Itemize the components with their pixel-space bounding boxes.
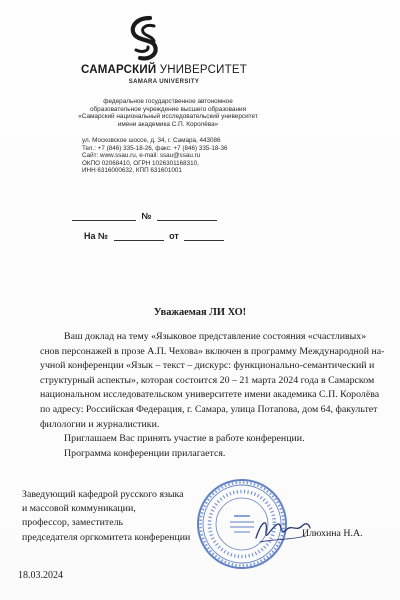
paragraph-line: национальном исследовательском университете имени академика С.П. Королёва (40, 389, 380, 401)
number-blank (157, 210, 217, 221)
paragraph-line: филологии и журналистики. (40, 418, 160, 430)
number-label: № (141, 211, 152, 221)
salutation: Уважаемая ЛИ ХО! (153, 307, 247, 318)
reference-number-label: На № (84, 231, 109, 241)
org-line: образовательное учреждение высшего образования (89, 105, 247, 113)
letter-body (40, 330, 385, 461)
org-line: федеральное государственное автономное (103, 98, 233, 105)
invitation-line: Приглашаем Вас принять участие в работе конференции. (64, 433, 305, 445)
position-line: председателя оргкомитета конференции (22, 531, 191, 543)
attachment-line: Программа конференции прилагается. (64, 447, 226, 459)
contact-line: ул. Московское шоссе, д. 34, г. Самара, 443086 (82, 137, 221, 144)
incoming-reference-line (84, 230, 224, 242)
paragraph-line: по адресу: Российская Федерация, г. Самара, улица Потапова, дом 64, факультет (40, 403, 378, 415)
university-name: САМАРСКИЙ УНИВЕРСИТЕТ (81, 64, 247, 76)
org-line: «Самарский национальный исследовательский университет (78, 113, 258, 121)
position-line: профессор, заместитель (22, 517, 124, 529)
paragraph-line: снов персонажей в прозе А.П. Чехова» включен в программу Международной на- (40, 345, 385, 357)
position-line: Заведующий кафедрой русского языка (22, 489, 184, 500)
date-blank (72, 210, 136, 221)
contact-details (82, 137, 262, 175)
university-name-english: SAMARA UNIVERSITY (128, 79, 200, 85)
from-label: от (169, 231, 179, 241)
signer-position (22, 488, 262, 545)
position-line: и массовой коммуникации, (22, 503, 136, 515)
paragraph-line: структурный аспекты», которая состоится 20 – 21 марта 2024 года в Самарском (40, 374, 375, 386)
contact-line: Тел.: +7 (846) 335-18-26, факс: +7 (846) 335-18-36 (82, 144, 228, 152)
outgoing-number-line (72, 210, 217, 222)
contact-line: ИНН 6316000632, КПП 631601001 (82, 167, 182, 174)
reference-number-blank (114, 230, 164, 241)
signer-name: Илюхина Н.А. (302, 528, 363, 539)
organization-details (48, 98, 288, 128)
contact-line: ОКПО 02068410, ОГРН 1026301168310, (82, 159, 199, 167)
paragraph-line: Ваш доклад на тему «Языковое представление состояния «счастливых» (64, 331, 367, 342)
reference-date-blank (184, 230, 224, 241)
letter-date: 18.03.2024 (18, 570, 63, 581)
contact-line: Сайт: www.ssau.ru, e-mail: ssau@ssau.ru (82, 152, 201, 159)
paragraph-line: учной конференции «Язык – текст – дискурс: функционально-семантический и (40, 360, 375, 372)
org-line: имени академика С.П. Королёва» (117, 120, 219, 128)
